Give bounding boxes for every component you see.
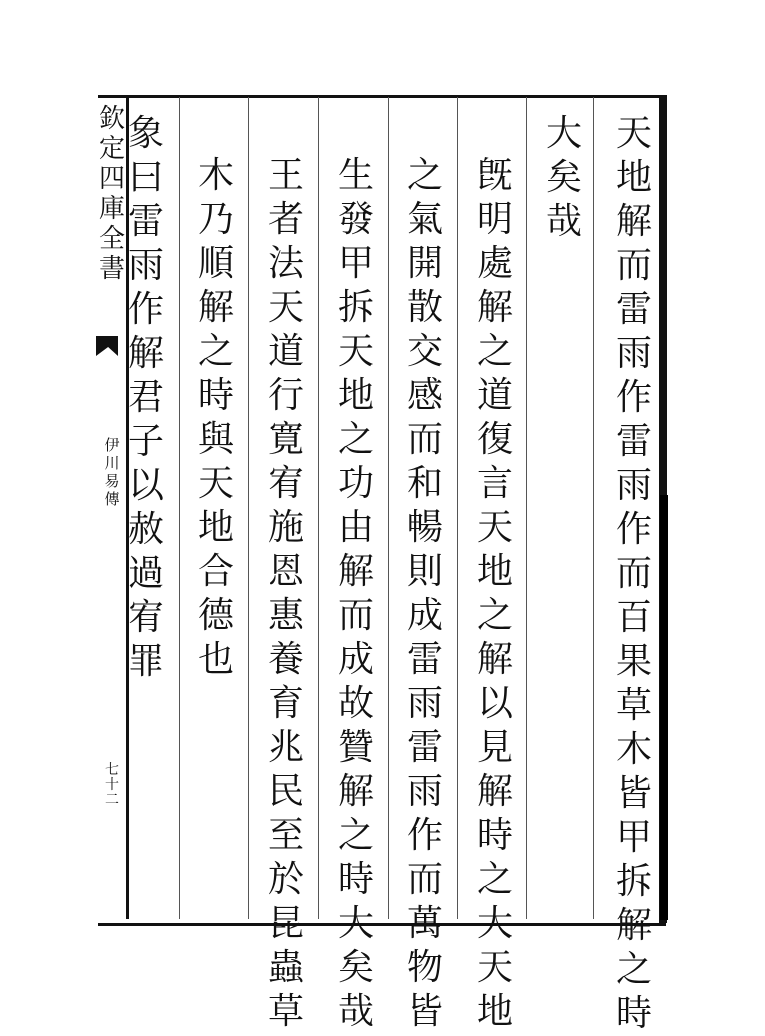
glyph: 二 <box>105 792 119 808</box>
glyph: 物 <box>406 947 443 988</box>
glyph: 旣 <box>476 155 513 196</box>
glyph: 果 <box>615 641 652 682</box>
text-column <box>396 154 454 1034</box>
column-rule <box>179 97 180 919</box>
glyph: 道 <box>267 331 304 372</box>
glyph: 解 <box>476 287 513 328</box>
text-column <box>605 112 663 1036</box>
glyph: 雨 <box>406 683 443 724</box>
glyph: 定 <box>98 134 125 164</box>
glyph: 雷 <box>615 421 652 462</box>
glyph: 解 <box>476 771 513 812</box>
glyph: 萬 <box>406 903 443 944</box>
glyph: 之 <box>476 859 513 900</box>
glyph: 哉 <box>337 991 374 1032</box>
glyph: 伊 <box>104 436 120 454</box>
glyph: 作 <box>127 289 164 330</box>
glyph: 雨 <box>615 465 652 506</box>
glyph: 時 <box>337 859 374 900</box>
glyph: 天 <box>615 113 652 154</box>
glyph: 十 <box>105 777 119 793</box>
glyph: 天 <box>476 507 513 548</box>
glyph: 明 <box>476 199 513 240</box>
glyph: 子 <box>127 421 164 462</box>
glyph: 則 <box>406 551 443 592</box>
glyph: 而 <box>615 245 652 286</box>
glyph: 合 <box>197 551 234 592</box>
glyph: 時 <box>197 375 234 416</box>
glyph: 全 <box>98 224 125 254</box>
glyph: 乃 <box>197 199 234 240</box>
glyph: 生 <box>337 155 374 196</box>
folio-number <box>98 763 126 808</box>
glyph: 行 <box>267 375 304 416</box>
glyph: 之 <box>476 595 513 636</box>
glyph: 法 <box>267 243 304 284</box>
glyph: 解 <box>615 905 652 946</box>
glyph: 赦 <box>127 509 164 550</box>
glyph: 雨 <box>127 245 164 286</box>
glyph: 惠 <box>267 595 304 636</box>
glyph: 至 <box>267 815 304 856</box>
glyph: 庫 <box>98 194 125 224</box>
glyph: 感 <box>406 375 443 416</box>
glyph: 言 <box>476 463 513 504</box>
text-column <box>117 112 175 684</box>
glyph: 寛 <box>267 419 304 460</box>
glyph: 開 <box>406 243 443 284</box>
glyph: 作 <box>406 815 443 856</box>
glyph: 天 <box>476 947 513 988</box>
text-column <box>187 154 245 682</box>
glyph: 天 <box>267 287 304 328</box>
glyph: 而 <box>337 595 374 636</box>
glyph: 曰 <box>127 157 164 198</box>
glyph: 君 <box>127 377 164 418</box>
glyph: 木 <box>197 155 234 196</box>
glyph: 民 <box>267 771 304 812</box>
text-column <box>327 154 385 1034</box>
glyph: 兆 <box>267 727 304 768</box>
glyph: 於 <box>267 859 304 900</box>
glyph: 之 <box>337 815 374 856</box>
glyph: 欽 <box>98 104 125 134</box>
glyph: 蟲 <box>267 947 304 988</box>
glyph: 皆 <box>615 773 652 814</box>
glyph: 川 <box>104 454 120 472</box>
glyph: 解 <box>476 639 513 680</box>
column-rule <box>318 97 319 919</box>
glyph: 地 <box>476 551 513 592</box>
glyph: 作 <box>615 509 652 550</box>
glyph: 成 <box>406 595 443 636</box>
glyph: 功 <box>337 463 374 504</box>
glyph: 和 <box>406 463 443 504</box>
glyph: 處 <box>476 243 513 284</box>
column-rule <box>593 97 594 919</box>
glyph: 王 <box>267 155 304 196</box>
glyph: 暢 <box>406 507 443 548</box>
column-rule <box>388 97 389 919</box>
glyph: 也 <box>197 639 234 680</box>
glyph: 養 <box>267 639 304 680</box>
glyph: 七 <box>105 762 119 778</box>
glyph: 地 <box>337 375 374 416</box>
glyph: 宥 <box>127 597 164 638</box>
glyph: 之 <box>406 155 443 196</box>
glyph: 見 <box>476 727 513 768</box>
text-column <box>257 154 315 1034</box>
glyph: 之 <box>615 949 652 990</box>
glyph: 矣 <box>545 157 582 198</box>
glyph: 雷 <box>127 201 164 242</box>
glyph: 象 <box>127 113 164 154</box>
glyph: 氣 <box>406 199 443 240</box>
glyph: 與 <box>197 419 234 460</box>
glyph: 雷 <box>406 639 443 680</box>
glyph: 皆 <box>406 991 443 1032</box>
glyph: 雷 <box>406 727 443 768</box>
glyph: 贊 <box>337 727 374 768</box>
glyph: 拆 <box>615 861 652 902</box>
glyph: 發 <box>337 199 374 240</box>
glyph: 成 <box>337 639 374 680</box>
glyph: 而 <box>406 419 443 460</box>
glyph: 昆 <box>267 903 304 944</box>
glyph: 而 <box>615 553 652 594</box>
glyph: 以 <box>127 465 164 506</box>
glyph: 書 <box>98 254 125 284</box>
glyph: 由 <box>337 507 374 548</box>
glyph: 易 <box>104 472 120 490</box>
column-rule <box>526 97 527 919</box>
glyph: 過 <box>127 553 164 594</box>
column-rule <box>457 97 458 919</box>
glyph: 大 <box>545 113 582 154</box>
glyph: 解 <box>337 771 374 812</box>
glyph: 時 <box>476 815 513 856</box>
glyph: 地 <box>476 991 513 1032</box>
glyph: 者 <box>267 199 304 240</box>
glyph: 草 <box>267 991 304 1032</box>
glyph: 作 <box>615 377 652 418</box>
glyph: 育 <box>267 683 304 724</box>
glyph: 之 <box>476 331 513 372</box>
glyph: 甲 <box>337 243 374 284</box>
glyph: 散 <box>406 287 443 328</box>
glyph: 哉 <box>545 201 582 242</box>
glyph: 草 <box>615 685 652 726</box>
glyph: 而 <box>406 859 443 900</box>
text-column <box>466 154 524 1034</box>
glyph: 解 <box>615 201 652 242</box>
glyph: 雨 <box>406 771 443 812</box>
glyph: 之 <box>337 419 374 460</box>
glyph: 宥 <box>267 463 304 504</box>
glyph: 恩 <box>267 551 304 592</box>
glyph: 時 <box>615 993 652 1034</box>
glyph: 順 <box>197 243 234 284</box>
glyph: 罪 <box>127 641 164 682</box>
glyph: 百 <box>615 597 652 638</box>
glyph: 地 <box>197 507 234 548</box>
glyph: 天 <box>337 331 374 372</box>
glyph: 雷 <box>615 289 652 330</box>
glyph: 德 <box>197 595 234 636</box>
glyph: 大 <box>476 903 513 944</box>
glyph: 拆 <box>337 287 374 328</box>
glyph: 甲 <box>615 817 652 858</box>
glyph: 復 <box>476 419 513 460</box>
glyph: 交 <box>406 331 443 372</box>
glyph: 傳 <box>104 490 120 508</box>
text-column <box>535 112 593 244</box>
glyph: 道 <box>476 375 513 416</box>
column-rule <box>248 97 249 919</box>
glyph: 地 <box>615 157 652 198</box>
glyph: 之 <box>197 331 234 372</box>
glyph: 矣 <box>337 947 374 988</box>
glyph: 解 <box>127 333 164 374</box>
glyph: 施 <box>267 507 304 548</box>
glyph: 四 <box>98 164 125 194</box>
glyph: 故 <box>337 683 374 724</box>
glyph: 天 <box>197 463 234 504</box>
glyph: 大 <box>337 903 374 944</box>
glyph: 解 <box>197 287 234 328</box>
glyph: 以 <box>476 683 513 724</box>
glyph: 木 <box>615 729 652 770</box>
glyph: 解 <box>337 551 374 592</box>
glyph: 雨 <box>615 333 652 374</box>
